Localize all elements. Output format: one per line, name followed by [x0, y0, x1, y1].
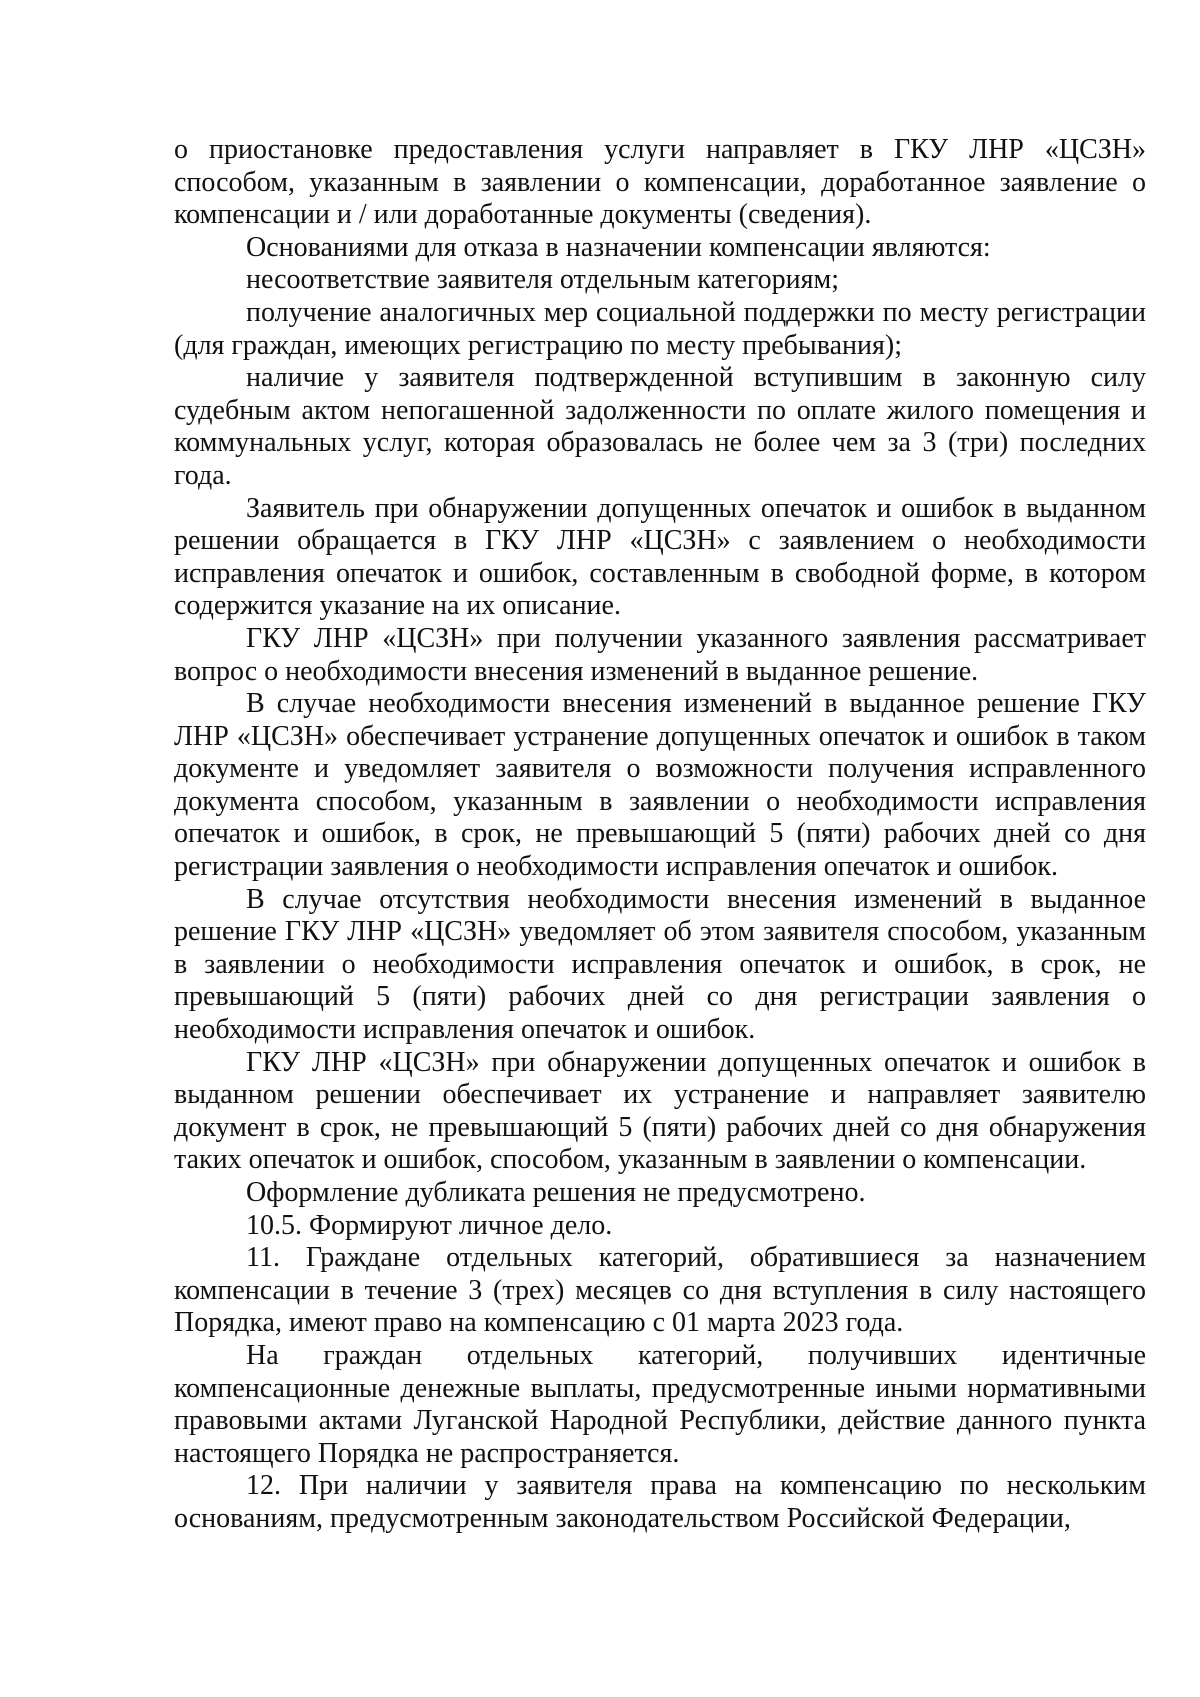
paragraph-self-detected-errors: ГКУ ЛНР «ЦСЗН» при обнаружении допущенных опечаток и ошибок в выданном решении обеспечивает их устранение и направляет заявителю документ в срок, не превышающий 5 (пяти) рабочих дней со дня обнаружения таких опечаток и ошибок, способом, указанным в заявлении о компенсации. — [174, 1046, 1146, 1176]
paragraph-no-duplicate: Оформление дубликата решения не предусмотрено. — [246, 1177, 866, 1208]
document-page — [174, 134, 1146, 1536]
paragraph-item-12: 12. При наличии у заявителя права на компенсацию по нескольким основаниям, предусмотренным законодательством Российской Федерации, — [174, 1470, 1146, 1534]
paragraph-item-11: 11. Граждане отдельных категорий, обратившиеся за назначением компенсации в течение 3 (трех) месяцев со дня вступления в силу настоящего Порядка, имеют право на компенсацию с 01 марта 2023 года. — [174, 1242, 1146, 1339]
paragraph-changes-needed: В случае необходимости внесения изменений в выданное решение ГКУ ЛНР «ЦСЗН» обеспечивает устранение допущенных опечаток и ошибок в таком документе и уведомляет заявителя о возможности получения исправленного документа способом, указанным в заявлении о необходимости исправления опечаток и ошибок, в срок, не превышающий 5 (пяти) рабочих дней со дня регистрации заявления о необходимости исправления опечаток и ошибок. — [174, 688, 1146, 883]
paragraph-item-10-5: 10.5. Формируют личное дело. — [246, 1209, 613, 1241]
paragraph-refusal-ground-3: наличие у заявителя подтвержденной вступившим в законную силу судебным актом непогашенной задолженности по оплате жилого помещения и коммунальных услуг, которая образовалась не более чем за 3 (три) последних года. — [174, 362, 1146, 491]
paragraph-item-11-exception: На граждан отдельных категорий, получивших идентичные компенсационные денежные выплаты, предусмотренные иными нормативными правовыми актами Луганской Народной Республики, действие данного пункта настоящего Порядка не распространяется. — [174, 1339, 1146, 1469]
paragraph-continuation: о приостановке предоставления услуги направляет в ГКУ ЛНР «ЦСЗН» способом, указанным в заявлении о компенсации, доработанное заявление о компенсации и / или доработанные документы (сведения). — [174, 134, 1146, 231]
paragraph-request-review: ГКУ ЛНР «ЦСЗН» при получении указанного заявления рассматривает вопрос о необходимости внесения изменений в выданное решение. — [174, 622, 1146, 687]
paragraph-error-correction-request: Заявитель при обнаружении допущенных опечаток и ошибок в выданном решении обращается в ГКУ ЛНР «ЦСЗН» с заявлением о необходимости исправления опечаток и ошибок, составленным в свободной форме, в котором содержится указание на их описание. — [174, 492, 1146, 622]
paragraph-refusal-ground-2: получение аналогичных мер социальной поддержки по месту регистрации (для граждан, имеющих регистрацию по месту пребывания); — [174, 296, 1146, 361]
paragraph-refusal-grounds-intro: Основаниями для отказа в назначении компенсации являются: — [246, 231, 991, 263]
paragraph-no-changes-needed: В случае отсутствия необходимости внесения изменений в выданное решение ГКУ ЛНР «ЦСЗН» уведомляет об этом заявителя способом, указанным в заявлении о необходимости исправления опечаток и ошибок, в срок, не превышающий 5 (пяти) рабочих дней со дня регистрации заявления о необходимости исправления опечаток и ошибок. — [174, 883, 1146, 1046]
paragraph-refusal-ground-1: несоответствие заявителя отдельным категориям; — [246, 264, 839, 296]
